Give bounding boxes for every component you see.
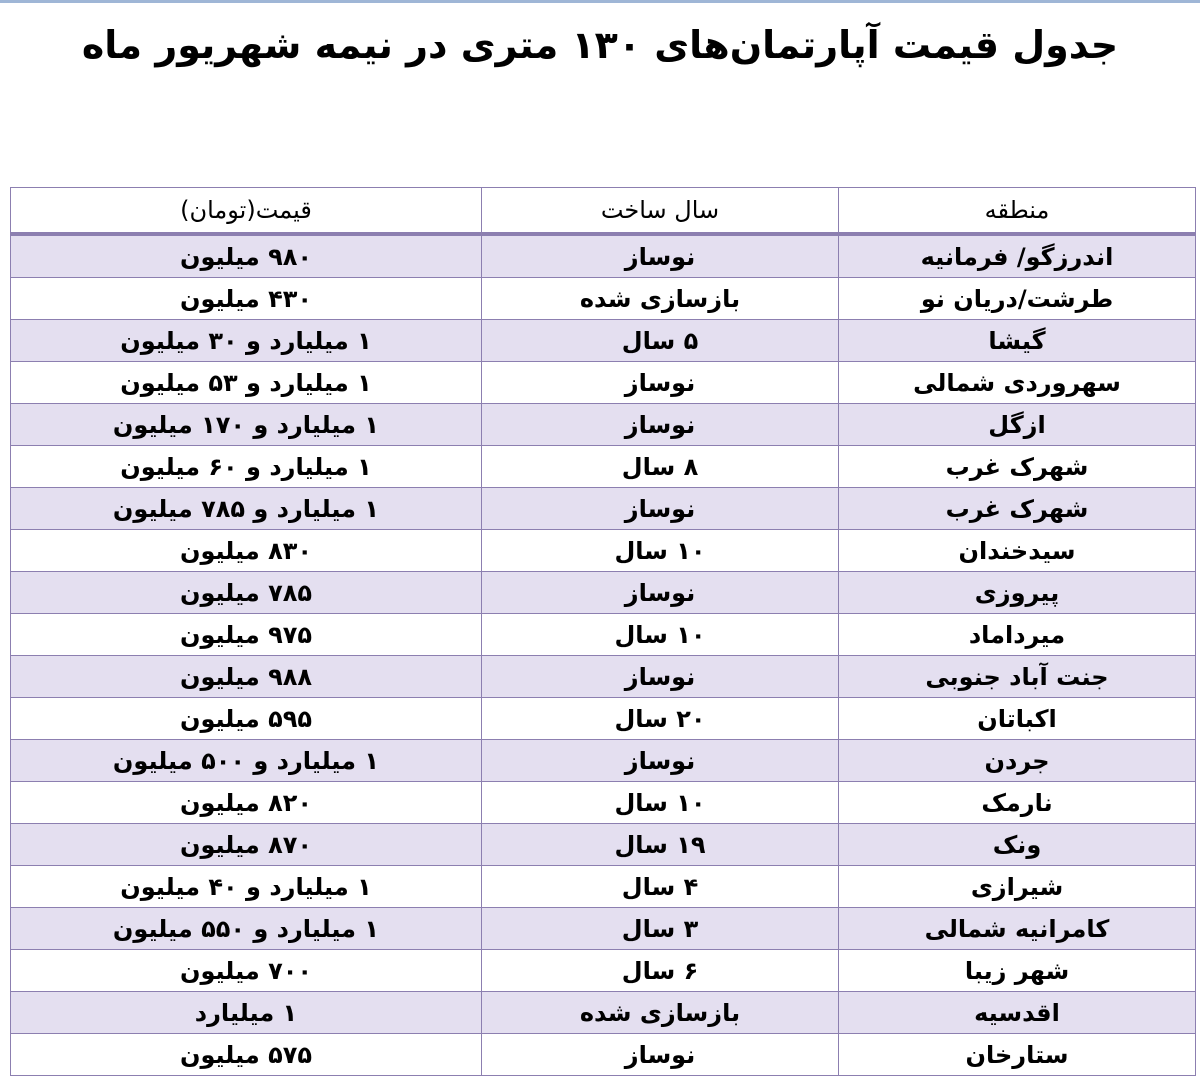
table-row xyxy=(11,530,1196,572)
cell-region: سیدخندان xyxy=(839,530,1196,572)
table-header-row xyxy=(11,188,1196,235)
table-row xyxy=(11,572,1196,614)
cell-build-year: نوساز xyxy=(482,740,839,782)
cell-region: اقدسیه xyxy=(839,992,1196,1034)
table-row xyxy=(11,866,1196,908)
table-row xyxy=(11,740,1196,782)
cell-region: جردن xyxy=(839,740,1196,782)
cell-build-year: ۲۰ سال xyxy=(482,698,839,740)
table-row xyxy=(11,908,1196,950)
cell-price: ۴۳۰ میلیون xyxy=(11,278,482,320)
cell-price: ۵۷۵ میلیون xyxy=(11,1034,482,1076)
table-row xyxy=(11,404,1196,446)
table-row xyxy=(11,824,1196,866)
cell-build-year: ۴ سال xyxy=(482,866,839,908)
cell-build-year: نوساز xyxy=(482,404,839,446)
cell-region: نارمک xyxy=(839,782,1196,824)
header-region: منطقه xyxy=(839,188,1196,235)
cell-region: اکباتان xyxy=(839,698,1196,740)
cell-price: ۹۸۸ میلیون xyxy=(11,656,482,698)
cell-build-year: ۶ سال xyxy=(482,950,839,992)
cell-build-year: ۱۰ سال xyxy=(482,530,839,572)
cell-price: ۸۷۰ میلیون xyxy=(11,824,482,866)
header-build-year: سال ساخت xyxy=(482,188,839,235)
cell-region: شهرک غرب xyxy=(839,488,1196,530)
cell-price: ۱ میلیارد و ۷۸۵ میلیون xyxy=(11,488,482,530)
cell-build-year: ۱۰ سال xyxy=(482,614,839,656)
cell-region: شهر زیبا xyxy=(839,950,1196,992)
table-row xyxy=(11,992,1196,1034)
cell-region: پیروزی xyxy=(839,572,1196,614)
cell-price: ۱ میلیارد و ۵۰۰ میلیون xyxy=(11,740,482,782)
table-body xyxy=(11,234,1196,1076)
cell-price: ۱ میلیارد و ۱۷۰ میلیون xyxy=(11,404,482,446)
cell-build-year: نوساز xyxy=(482,362,839,404)
table-row xyxy=(11,1034,1196,1076)
cell-region: سهروردی شمالی xyxy=(839,362,1196,404)
cell-price: ۱ میلیارد و ۳۰ میلیون xyxy=(11,320,482,362)
cell-price: ۸۲۰ میلیون xyxy=(11,782,482,824)
cell-region: کامرانیه شمالی xyxy=(839,908,1196,950)
table-row xyxy=(11,446,1196,488)
table-row xyxy=(11,782,1196,824)
cell-region: ازگل xyxy=(839,404,1196,446)
cell-build-year: نوساز xyxy=(482,234,839,278)
cell-price: ۵۹۵ میلیون xyxy=(11,698,482,740)
cell-price: ۷۰۰ میلیون xyxy=(11,950,482,992)
cell-region: میرداماد xyxy=(839,614,1196,656)
cell-build-year: نوساز xyxy=(482,656,839,698)
table-row xyxy=(11,320,1196,362)
cell-region: طرشت/دریان نو xyxy=(839,278,1196,320)
cell-build-year: نوساز xyxy=(482,572,839,614)
cell-price: ۱ میلیارد و ۵۵۰ میلیون xyxy=(11,908,482,950)
cell-price: ۷۸۵ میلیون xyxy=(11,572,482,614)
table-row xyxy=(11,614,1196,656)
cell-build-year: بازسازی شده xyxy=(482,278,839,320)
table-row xyxy=(11,698,1196,740)
cell-region: اندرزگو/ فرمانیه xyxy=(839,234,1196,278)
cell-price: ۱ میلیارد xyxy=(11,992,482,1034)
cell-build-year: نوساز xyxy=(482,488,839,530)
top-divider-line xyxy=(0,0,1200,3)
table-row xyxy=(11,656,1196,698)
cell-region: شهرک غرب xyxy=(839,446,1196,488)
table-row xyxy=(11,234,1196,278)
cell-build-year: ۳ سال xyxy=(482,908,839,950)
table-row xyxy=(11,488,1196,530)
table-row xyxy=(11,950,1196,992)
cell-region: ستارخان xyxy=(839,1034,1196,1076)
cell-build-year: ۵ سال xyxy=(482,320,839,362)
cell-build-year: بازسازی شده xyxy=(482,992,839,1034)
apartment-price-table xyxy=(10,187,1196,1076)
cell-price: ۸۳۰ میلیون xyxy=(11,530,482,572)
header-price: قیمت(تومان) xyxy=(11,188,482,235)
table-row xyxy=(11,278,1196,320)
cell-region: شیرازی xyxy=(839,866,1196,908)
cell-region: گیشا xyxy=(839,320,1196,362)
table-row xyxy=(11,362,1196,404)
cell-price: ۱ میلیارد و ۶۰ میلیون xyxy=(11,446,482,488)
cell-price: ۱ میلیارد و ۵۳ میلیون xyxy=(11,362,482,404)
cell-price: ۱ میلیارد و ۴۰ میلیون xyxy=(11,866,482,908)
cell-region: ونک xyxy=(839,824,1196,866)
cell-price: ۹۸۰ میلیون xyxy=(11,234,482,278)
cell-region: جنت آباد جنوبی xyxy=(839,656,1196,698)
cell-build-year: نوساز xyxy=(482,1034,839,1076)
cell-build-year: ۱۰ سال xyxy=(482,782,839,824)
cell-price: ۹۷۵ میلیون xyxy=(11,614,482,656)
cell-build-year: ۱۹ سال xyxy=(482,824,839,866)
page-title: جدول قیمت آپارتمان‌های ۱۳۰ متری در نیمه شهریور ماه xyxy=(81,23,1119,67)
cell-build-year: ۸ سال xyxy=(482,446,839,488)
